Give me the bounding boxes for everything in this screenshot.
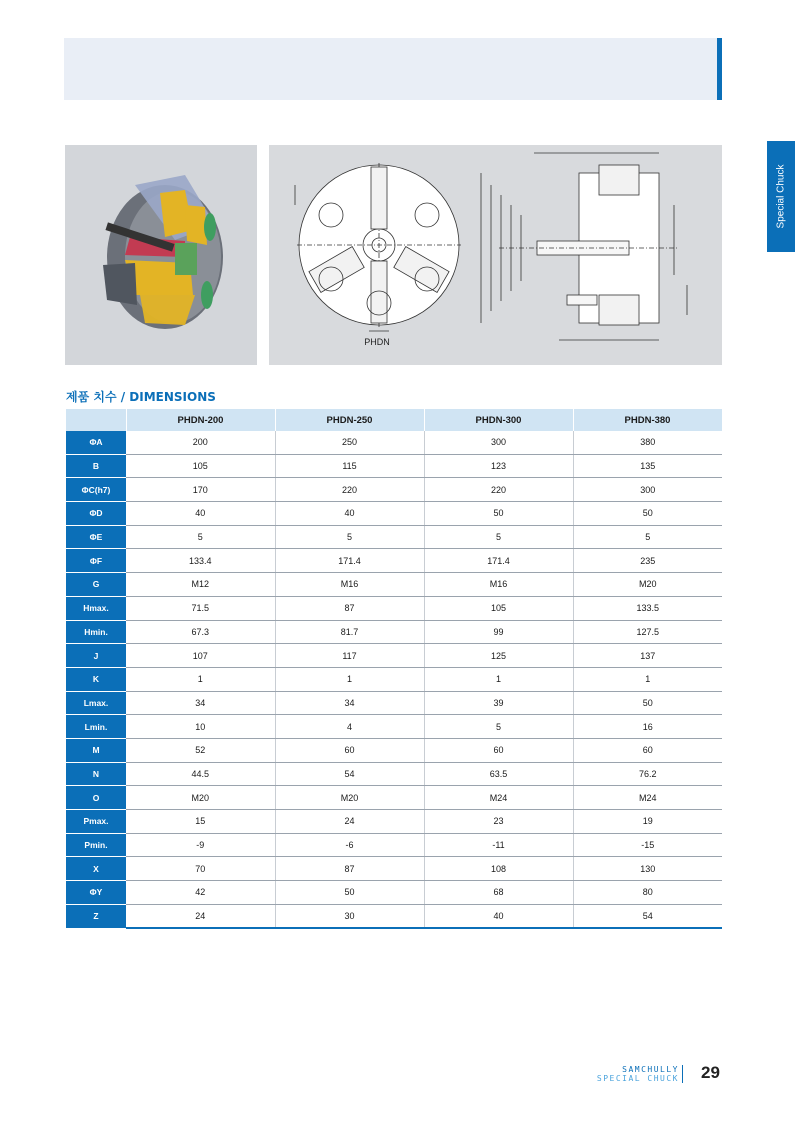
- table-cell: 220: [424, 478, 573, 502]
- table-cell: 200: [126, 431, 275, 454]
- row-label: M: [66, 738, 126, 762]
- row-label: J: [66, 644, 126, 668]
- brand-subtitle: SPECIAL CHUCK: [596, 1074, 679, 1083]
- table-cell: 125: [424, 644, 573, 668]
- table-cell: 123: [424, 454, 573, 478]
- table-cell: M24: [573, 786, 722, 810]
- table-cell: 133.5: [573, 596, 722, 620]
- table-row: [66, 431, 722, 454]
- table-cell: 39: [424, 691, 573, 715]
- table-cell: -15: [573, 833, 722, 857]
- table-cell: 81.7: [275, 620, 424, 644]
- table-cell: M20: [573, 573, 722, 597]
- table-cell: 67.3: [126, 620, 275, 644]
- table-cell: 220: [275, 478, 424, 502]
- row-label: O: [66, 786, 126, 810]
- table-cell: 68: [424, 881, 573, 905]
- table-cell: 50: [573, 691, 722, 715]
- table-cell: M20: [275, 786, 424, 810]
- table-cell: 130: [573, 857, 722, 881]
- header-accent-bar: [717, 38, 722, 100]
- table-cell: 71.5: [126, 596, 275, 620]
- table-row: [66, 667, 722, 691]
- row-label: Hmin.: [66, 620, 126, 644]
- column-header: PHDN-380: [573, 409, 722, 431]
- table-cell: 117: [275, 644, 424, 668]
- row-label: N: [66, 762, 126, 786]
- table-row: [66, 786, 722, 810]
- table-cell: 300: [573, 478, 722, 502]
- table-cell: 87: [275, 857, 424, 881]
- table-row: [66, 454, 722, 478]
- column-header: PHDN-200: [126, 409, 275, 431]
- table-cell: -9: [126, 833, 275, 857]
- table-cell: 15: [126, 810, 275, 834]
- table-cell: 60: [275, 738, 424, 762]
- footer-brand: [597, 1065, 679, 1083]
- chuck-3d-render: [65, 145, 257, 365]
- table-cell: M16: [275, 573, 424, 597]
- table-row: [66, 762, 722, 786]
- table-cell: 24: [126, 904, 275, 928]
- table-row: [66, 904, 722, 928]
- table-cell: 127.5: [573, 620, 722, 644]
- table-cell: 19: [573, 810, 722, 834]
- table-corner: [66, 409, 126, 431]
- table-row: [66, 810, 722, 834]
- table-cell: 76.2: [573, 762, 722, 786]
- table-cell: 5: [424, 525, 573, 549]
- table-row: [66, 691, 722, 715]
- row-label: Pmax.: [66, 810, 126, 834]
- table-cell: 105: [424, 596, 573, 620]
- table-cell: 133.4: [126, 549, 275, 573]
- table-cell: 135: [573, 454, 722, 478]
- table-cell: 23: [424, 810, 573, 834]
- table-cell: 54: [573, 904, 722, 928]
- column-header: PHDN-250: [275, 409, 424, 431]
- table-cell: 137: [573, 644, 722, 668]
- table-cell: 170: [126, 478, 275, 502]
- side-tab-label: Special Chuck: [775, 164, 787, 229]
- side-tab: [767, 141, 795, 252]
- page-number: 29: [701, 1063, 720, 1082]
- dimension-drawing: [269, 145, 722, 365]
- table-cell: 42: [126, 881, 275, 905]
- table-row: [66, 549, 722, 573]
- table-cell: 60: [424, 738, 573, 762]
- table-cell: 107: [126, 644, 275, 668]
- table-cell: 1: [126, 667, 275, 691]
- table-cell: 70: [126, 857, 275, 881]
- row-label: Lmin.: [66, 715, 126, 739]
- table-cell: M16: [424, 573, 573, 597]
- table-cell: 40: [126, 502, 275, 526]
- table-cell: 1: [424, 667, 573, 691]
- table-cell: 87: [275, 596, 424, 620]
- section-title: 제품 치수 / DIMENSIONS: [66, 390, 216, 404]
- table-row: [66, 620, 722, 644]
- table-cell: 54: [275, 762, 424, 786]
- table-row: [66, 525, 722, 549]
- table-row: [66, 644, 722, 668]
- table-cell: 300: [424, 431, 573, 454]
- table-cell: 52: [126, 738, 275, 762]
- table-cell: 50: [275, 881, 424, 905]
- table-cell: 24: [275, 810, 424, 834]
- table-cell: 99: [424, 620, 573, 644]
- table-cell: 235: [573, 549, 722, 573]
- row-label: Hmax.: [66, 596, 126, 620]
- table-cell: M20: [126, 786, 275, 810]
- table-row: [66, 857, 722, 881]
- table-row: [66, 502, 722, 526]
- row-label: ΦA: [66, 431, 126, 454]
- table-cell: 34: [126, 691, 275, 715]
- row-label: ΦC(h7): [66, 478, 126, 502]
- table-row: [66, 573, 722, 597]
- dimensions-table: [66, 409, 723, 929]
- table-cell: 1: [573, 667, 722, 691]
- table-cell: 380: [573, 431, 722, 454]
- row-label: ΦE: [66, 525, 126, 549]
- table-cell: M24: [424, 786, 573, 810]
- table-row: [66, 881, 722, 905]
- table-cell: 63.5: [424, 762, 573, 786]
- table-row: [66, 715, 722, 739]
- row-label: ΦD: [66, 502, 126, 526]
- table-cell: 5: [424, 715, 573, 739]
- table-row: [66, 478, 722, 502]
- row-label: K: [66, 667, 126, 691]
- table-row: [66, 738, 722, 762]
- row-label: Lmax.: [66, 691, 126, 715]
- table-cell: 4: [275, 715, 424, 739]
- header-band: [64, 38, 717, 100]
- table-cell: -6: [275, 833, 424, 857]
- table-cell: 30: [275, 904, 424, 928]
- table-cell: -11: [424, 833, 573, 857]
- table-body: [66, 431, 722, 928]
- table-header-row: [66, 409, 722, 431]
- table-cell: 16: [573, 715, 722, 739]
- table-cell: 108: [424, 857, 573, 881]
- brand-name: SAMCHULLY: [622, 1065, 679, 1074]
- row-label: X: [66, 857, 126, 881]
- table-cell: 5: [126, 525, 275, 549]
- table-cell: 171.4: [275, 549, 424, 573]
- table-cell: 60: [573, 738, 722, 762]
- row-label: G: [66, 573, 126, 597]
- table-cell: 1: [275, 667, 424, 691]
- product-photo: [65, 145, 257, 365]
- table-cell: 10: [126, 715, 275, 739]
- table-row: [66, 833, 722, 857]
- table-cell: 44.5: [126, 762, 275, 786]
- table-cell: 40: [424, 904, 573, 928]
- technical-drawing: [269, 145, 722, 365]
- row-label: Pmin.: [66, 833, 126, 857]
- drawing-label: PHDN: [364, 337, 390, 347]
- row-label: ΦF: [66, 549, 126, 573]
- table-cell: M12: [126, 573, 275, 597]
- table-cell: 50: [573, 502, 722, 526]
- table-cell: 5: [275, 525, 424, 549]
- table-cell: 34: [275, 691, 424, 715]
- footer-separator: [682, 1065, 683, 1083]
- row-label: ΦY: [66, 881, 126, 905]
- column-header: PHDN-300: [424, 409, 573, 431]
- row-label: B: [66, 454, 126, 478]
- table-cell: 250: [275, 431, 424, 454]
- table-cell: 105: [126, 454, 275, 478]
- row-label: Z: [66, 904, 126, 928]
- table-cell: 40: [275, 502, 424, 526]
- table-row: [66, 596, 722, 620]
- table-cell: 115: [275, 454, 424, 478]
- table-cell: 50: [424, 502, 573, 526]
- table-cell: 171.4: [424, 549, 573, 573]
- table-cell: 80: [573, 881, 722, 905]
- table-cell: 5: [573, 525, 722, 549]
